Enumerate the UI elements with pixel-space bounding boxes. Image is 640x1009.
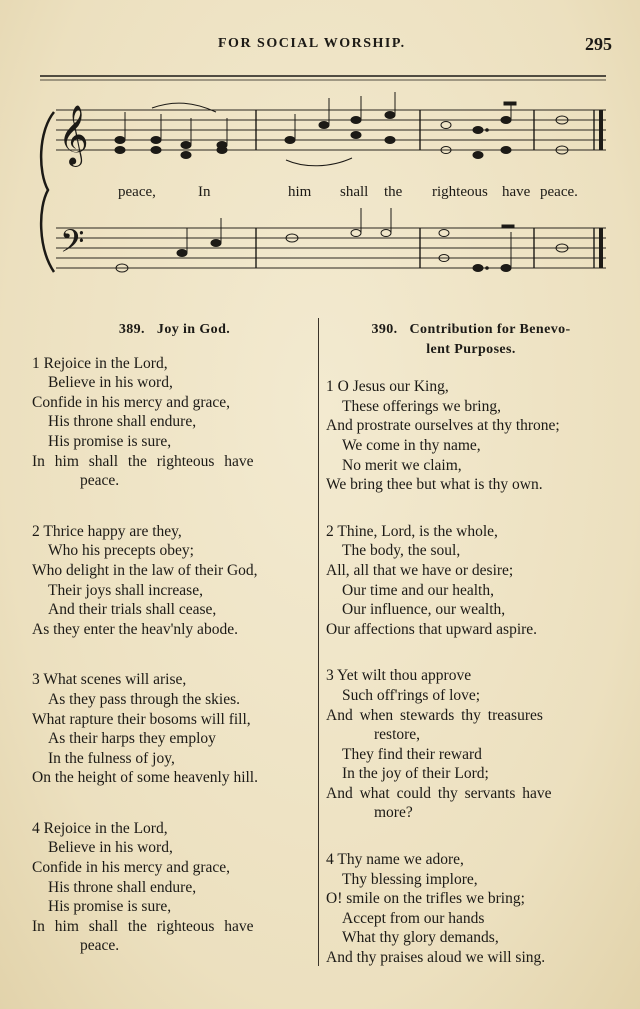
system-brace <box>41 112 54 272</box>
verse-line: 1 O Jesus our King, <box>326 378 449 396</box>
verse-line: Our influence, our wealth, <box>342 601 506 619</box>
verse-line: 3 Yet wilt thou approve <box>326 667 472 685</box>
verse-line: Who his precepts obey; <box>48 542 194 560</box>
running-title: FOR SOCIAL WORSHIP. <box>218 36 406 51</box>
lyric-word: the <box>384 184 403 200</box>
bass-notes <box>116 208 568 272</box>
hymn-number: 390. <box>371 322 398 337</box>
verse-line: No merit we claim, <box>342 456 462 474</box>
verse-line: 4 Rejoice in the Lord, <box>32 819 168 837</box>
verse-line: On the height of some heavenly hill. <box>32 769 258 787</box>
verse-line: We bring thee but what is thy own. <box>326 476 543 494</box>
verse-line: peace. <box>80 937 120 955</box>
stanza-4 <box>326 850 616 968</box>
verse-line: Accept from our hands <box>342 909 485 927</box>
verse-line: These offerings we bring, <box>342 397 501 415</box>
verse-line: 3 What scenes will arise, <box>32 671 187 689</box>
treble-clef-icon: 𝄞 <box>58 105 89 165</box>
verse-line: And prostrate ourselves at thy throne; <box>326 417 560 435</box>
treble-staff <box>56 110 606 150</box>
verse-line: 2 Thrice happy are they, <box>32 522 182 540</box>
stanza-3 <box>32 670 317 788</box>
lyric-word: shall <box>340 184 369 200</box>
hymn-heading <box>32 320 317 340</box>
stanza-2 <box>326 522 616 640</box>
hymn-title-line-2: lent Purposes. <box>426 341 516 357</box>
verse-line: His throne shall endure, <box>48 413 197 431</box>
verse-line: 1 Rejoice in the Lord, <box>32 354 168 372</box>
stanza-3 <box>326 666 616 823</box>
music-score <box>34 72 614 282</box>
verse-line: The body, the soul, <box>342 542 461 560</box>
treble-notes <box>115 92 568 159</box>
verse-line: His throne shall endure, <box>48 878 197 896</box>
running-head <box>0 36 640 58</box>
verse-line: And what could thy servants have <box>326 784 552 802</box>
lyric-word: righteous <box>432 184 488 200</box>
verse-line: What thy glory demands, <box>342 929 499 947</box>
hymn-title: Joy in God. <box>156 322 231 337</box>
hymn-389 <box>32 320 317 956</box>
verse-line: They find their reward <box>342 745 482 763</box>
verse-line: As their harps they employ <box>48 730 216 748</box>
verse-line: Believe in his word, <box>48 374 173 392</box>
verse-line: Believe in his word, <box>48 839 173 857</box>
lyric-word: In <box>198 184 211 200</box>
verse-line: Who delight in the law of their God, <box>32 561 258 579</box>
verse-line: Confide in his mercy and grace, <box>32 859 230 877</box>
verse-line: We come in thy name, <box>342 436 481 454</box>
verse-line: peace. <box>80 472 120 490</box>
verse-line: As they enter the heav'nly abode. <box>32 620 238 638</box>
verse-line: 4 Thy name we adore, <box>326 851 464 869</box>
verse-line: As they pass through the skies. <box>48 690 241 708</box>
hymn-number: 389. <box>118 322 145 337</box>
page-number: 295 <box>585 34 612 54</box>
verse-line: O! smile on the trifles we bring; <box>326 890 525 908</box>
column-divider <box>318 318 319 966</box>
verse-line: restore, <box>374 726 421 744</box>
verse-line: 2 Thine, Lord, is the whole, <box>326 522 498 540</box>
verse-line: In the fulness of joy, <box>48 749 175 767</box>
stanza-1 <box>32 354 317 491</box>
verse-line: Our affections that upward aspire. <box>326 620 538 638</box>
verse-line: Such off'rings of love; <box>342 686 481 704</box>
verse-line: And thy praises aloud we will sing. <box>326 949 546 967</box>
verse-line: What rapture their bosoms will fill, <box>32 710 251 728</box>
verse-line: Confide in his mercy and grace, <box>32 393 230 411</box>
stanza-4 <box>32 819 317 956</box>
verse-line: And when stewards thy treasures <box>326 706 543 724</box>
verse-line: And their trials shall cease, <box>48 601 217 619</box>
hymn-heading <box>326 320 616 359</box>
lyric-word: peace. <box>540 184 578 200</box>
hymn-390 <box>326 320 616 968</box>
verse-line: more? <box>374 804 413 822</box>
music-lyrics <box>118 184 608 204</box>
verse-line: His promise is sure, <box>48 898 172 916</box>
verse-line: His promise is sure, <box>48 432 172 450</box>
lyric-word: peace, <box>118 184 156 200</box>
lyric-word: have <box>502 184 531 200</box>
verse-line: Thy blessing implore, <box>342 870 478 888</box>
verse-line: In him shall the righteous have <box>32 917 254 935</box>
bass-clef-icon: 𝄢 <box>60 223 85 267</box>
hymn-title-line-1: Contribution for Benevo- <box>409 322 571 337</box>
stanza-1 <box>326 377 616 495</box>
lyric-word: him <box>288 184 312 200</box>
verse-line: Their joys shall increase, <box>48 581 203 599</box>
verse-line: In the joy of their Lord; <box>342 765 489 783</box>
verse-line: Our time and our health, <box>342 581 494 599</box>
verse-line: All, all that we have or desire; <box>326 561 514 579</box>
stanza-2 <box>32 522 317 640</box>
verse-line: In him shall the righteous have <box>32 452 254 470</box>
bass-staff <box>56 228 606 268</box>
